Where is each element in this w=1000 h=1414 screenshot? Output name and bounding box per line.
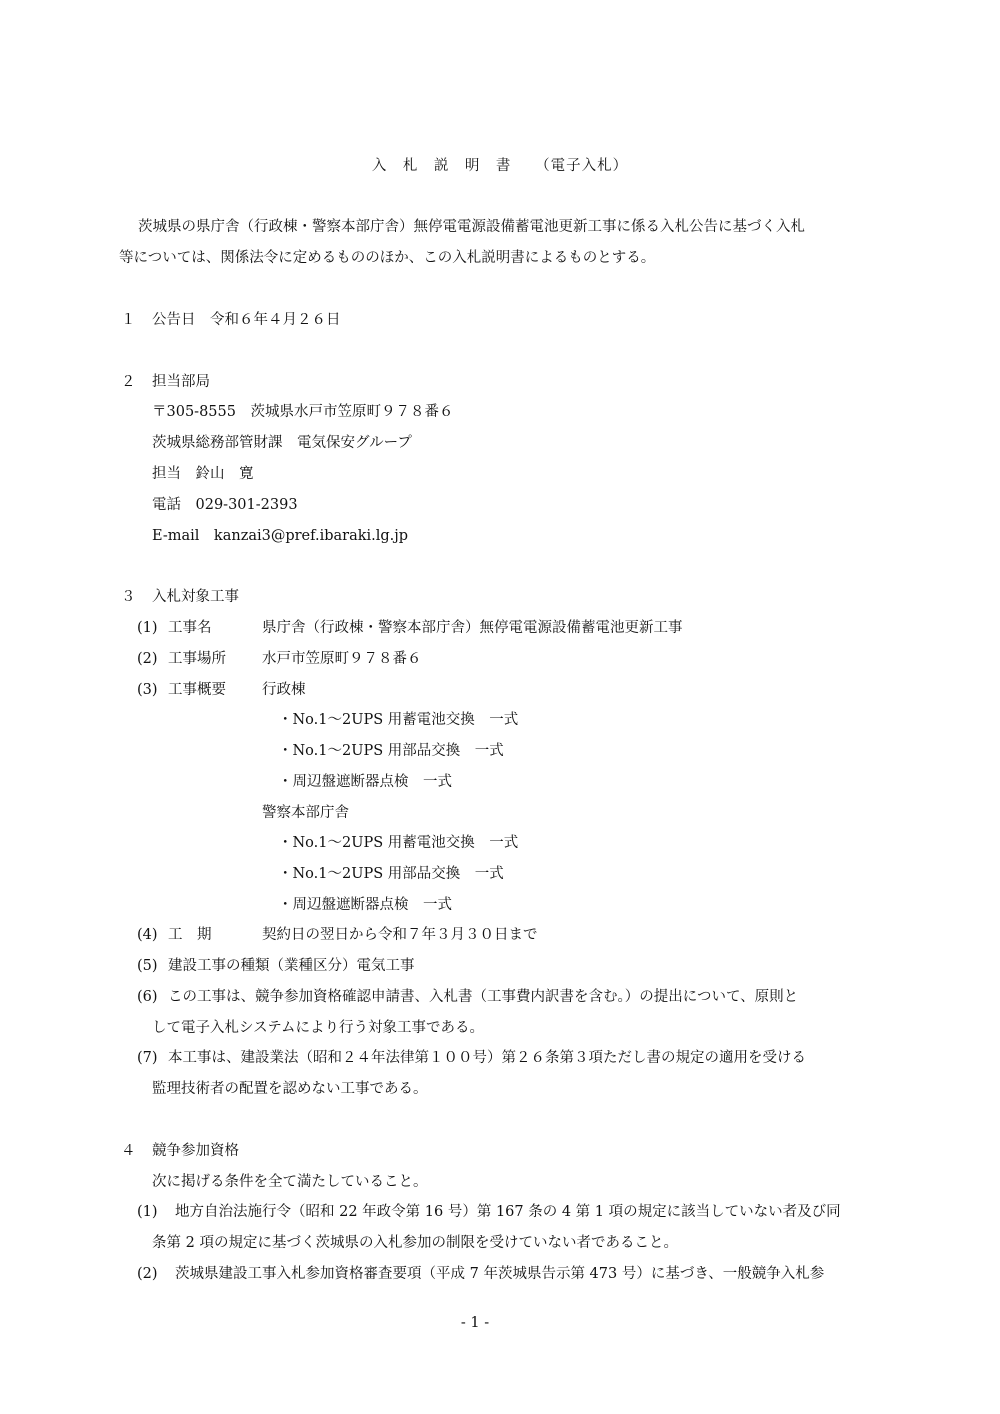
section-4-heading: 競争参加資格 bbox=[152, 1143, 239, 1159]
item-3-2-number: (2) bbox=[137, 651, 158, 667]
section-4-lead: 次に掲げる条件を全て満たしていること。 bbox=[152, 1174, 428, 1190]
overview-item: ・No.1～2UPS 用部品交換 一式 bbox=[278, 743, 504, 759]
construction-location: 水戸市笠原町９７８番６ bbox=[262, 651, 422, 667]
contact-email: E-mail kanzai3@pref.ibaraki.lg.jp bbox=[152, 528, 409, 544]
section-3-heading: 入札対象工事 bbox=[152, 589, 239, 605]
contact-phone: 電話 029-301-2393 bbox=[152, 497, 298, 513]
section-1-number: １ bbox=[121, 312, 136, 328]
item-4-2-number: (2) bbox=[137, 1266, 158, 1282]
item-3-4-number: (4) bbox=[137, 927, 158, 943]
item-3-4-label: 工 期 bbox=[168, 927, 212, 943]
overview-item: ・No.1～2UPS 用蓄電池交換 一式 bbox=[278, 712, 519, 728]
construction-period: 契約日の翌日から令和７年３月３０日まで bbox=[262, 927, 538, 943]
section-2-heading: 担当部局 bbox=[152, 374, 210, 390]
building-admin: 行政棟 bbox=[262, 682, 306, 698]
overview-item: ・No.1～2UPS 用部品交換 一式 bbox=[278, 866, 504, 882]
item-3-7-line-2: 監理技術者の配置を認めない工事である。 bbox=[152, 1081, 428, 1097]
item-3-7-number: (7) bbox=[137, 1050, 158, 1066]
contact-department: 茨城県総務部管財課 電気保安グループ bbox=[152, 435, 412, 451]
overview-item: ・周辺盤遮断器点検 一式 bbox=[278, 774, 452, 790]
item-4-1-line-1: 地方自治法施行令（昭和 22 年政令第 16 号）第 167 条の 4 第 1 項の規定に該当していない者及び同 bbox=[175, 1204, 841, 1220]
item-4-1-number: (1) bbox=[137, 1204, 158, 1220]
overview-item: ・周辺盤遮断器点検 一式 bbox=[278, 897, 452, 913]
item-4-2-line-1: 茨城県建設工事入札参加資格審査要項（平成 7 年茨城県告示第 473 号）に基づき、一般競争入札参 bbox=[175, 1266, 825, 1282]
contact-address: 〒305-8555 茨城県水戸市笠原町９７８番６ bbox=[152, 404, 454, 420]
item-3-3-number: (3) bbox=[137, 682, 158, 698]
overview-item: ・No.1～2UPS 用蓄電池交換 一式 bbox=[278, 835, 519, 851]
construction-name: 県庁舎（行政棟・警察本部庁舎）無停電電源設備蓄電池更新工事 bbox=[262, 620, 683, 636]
document-title: 入 札 説 明 書 （電子入札） bbox=[371, 158, 629, 174]
item-3-1-label: 工事名 bbox=[168, 620, 212, 636]
item-3-7-line-1: 本工事は、建設業法（昭和２４年法律第１００号）第２６条第３項ただし書の規定の適用を受ける bbox=[168, 1050, 806, 1066]
item-3-3-label: 工事概要 bbox=[168, 682, 226, 698]
item-3-2-label: 工事場所 bbox=[168, 651, 226, 667]
section-1-publication-date: 公告日 令和６年４月２６日 bbox=[152, 312, 341, 328]
contact-person: 担当 鈴山 寛 bbox=[152, 466, 254, 482]
section-4-number: ４ bbox=[121, 1143, 136, 1159]
construction-type: 建設工事の種類（業種区分）電気工事 bbox=[168, 958, 415, 974]
item-3-1-number: (1) bbox=[137, 620, 158, 636]
item-3-6-line-2: して電子入札システムにより行う対象工事である。 bbox=[152, 1020, 485, 1036]
item-3-6-number: (6) bbox=[137, 989, 158, 1005]
section-2-number: ２ bbox=[121, 374, 136, 390]
intro-line-2: 等については、関係法令に定めるもののほか、この入札説明書によるものとする。 bbox=[119, 250, 656, 266]
intro-line-1: 茨城県の県庁舎（行政棟・警察本部庁舎）無停電電源設備蓄電池更新工事に係る入札公告に基づく入札 bbox=[138, 219, 805, 235]
building-police: 警察本部庁舎 bbox=[262, 805, 349, 821]
section-3-number: ３ bbox=[121, 589, 136, 605]
item-3-6-line-1: この工事は、競争参加資格確認申請書、入札書（工事費内訳書を含む。）の提出について、原則と bbox=[168, 989, 799, 1005]
item-4-1-line-2: 条第 2 項の規定に基づく茨城県の入札参加の制限を受けていない者であること。 bbox=[152, 1235, 678, 1251]
item-3-5-number: (5) bbox=[137, 958, 158, 974]
page-number: - 1 - bbox=[460, 1315, 490, 1331]
